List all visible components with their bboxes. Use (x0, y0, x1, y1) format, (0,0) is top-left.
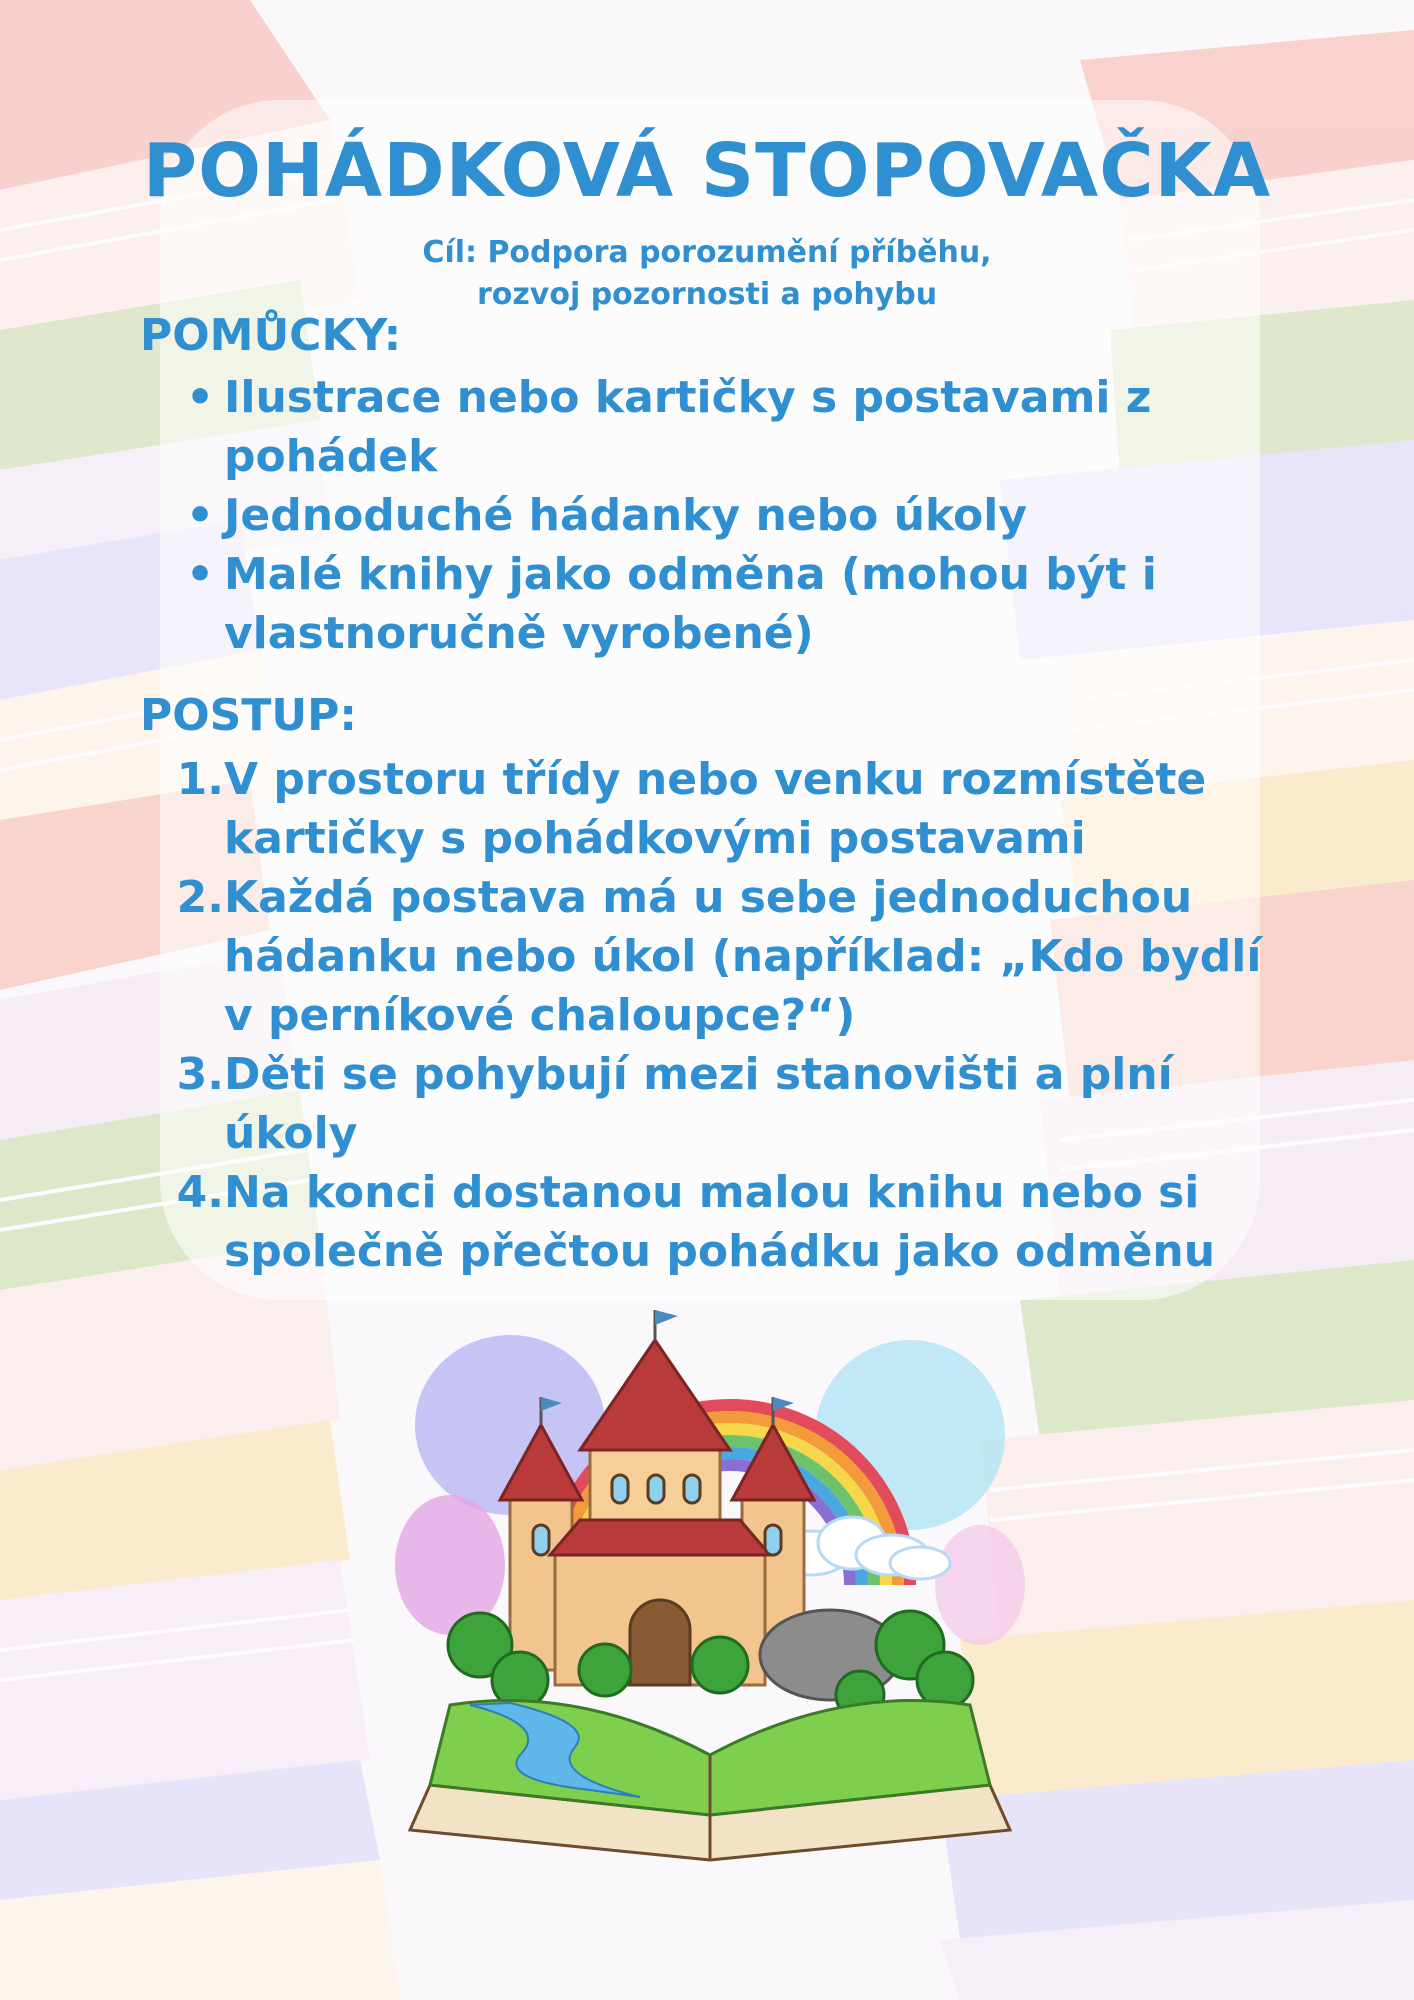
list-item (140, 868, 1290, 1045)
list-item (140, 545, 1290, 663)
list-item (140, 750, 1290, 868)
subtitle (0, 232, 1414, 316)
list-item-text: Děti se pohybují mezi stanovišti a plní úkoly (224, 1049, 1173, 1159)
bullet-icon: • (185, 372, 215, 423)
list-item-text: Malé knihy jako odměna (mohou být i vlastnoručně vyrobené) (224, 549, 1157, 659)
list-item (140, 486, 1290, 545)
step-number: 3. (176, 1049, 224, 1100)
list-item-text: Každá postava má u sebe jednoduchou hádanku nebo úkol (například: „Kdo bydlí v perníkové chaloupce?“) (224, 872, 1262, 1041)
castle-book-illustration (390, 1285, 1030, 1865)
list-item-text: Na konci dostanou malou knihu nebo si společně přečtou pohádku jako odměnu (224, 1167, 1216, 1277)
pomucky-list (140, 368, 1290, 663)
list-item (140, 1163, 1290, 1281)
list-item-text: V prostoru třídy nebo venku rozmístěte kartičky s pohádkovými postavami (224, 754, 1207, 864)
bullet-icon: • (185, 549, 215, 600)
subtitle-line-1: Cíl: Podpora porozumění příběhu, (422, 235, 992, 270)
list-item (140, 368, 1290, 486)
bullet-icon: • (185, 490, 215, 541)
step-number: 4. (176, 1167, 224, 1218)
list-item-text: Jednoduché hádanky nebo úkoly (224, 490, 1028, 541)
step-number: 1. (176, 754, 224, 805)
pomucky-heading: POMŮCKY: (140, 310, 402, 361)
list-item (140, 1045, 1290, 1163)
subtitle-line-2: rozvoj pozornosti a pohybu (476, 277, 938, 312)
step-number: 2. (176, 872, 224, 923)
postup-list (140, 750, 1290, 1281)
page-title: POHÁDKOVÁ STOPOVAČKA (142, 128, 1272, 214)
list-item-text: Ilustrace nebo kartičky s postavami z pohádek (224, 372, 1152, 482)
postup-heading: POSTUP: (140, 690, 357, 741)
